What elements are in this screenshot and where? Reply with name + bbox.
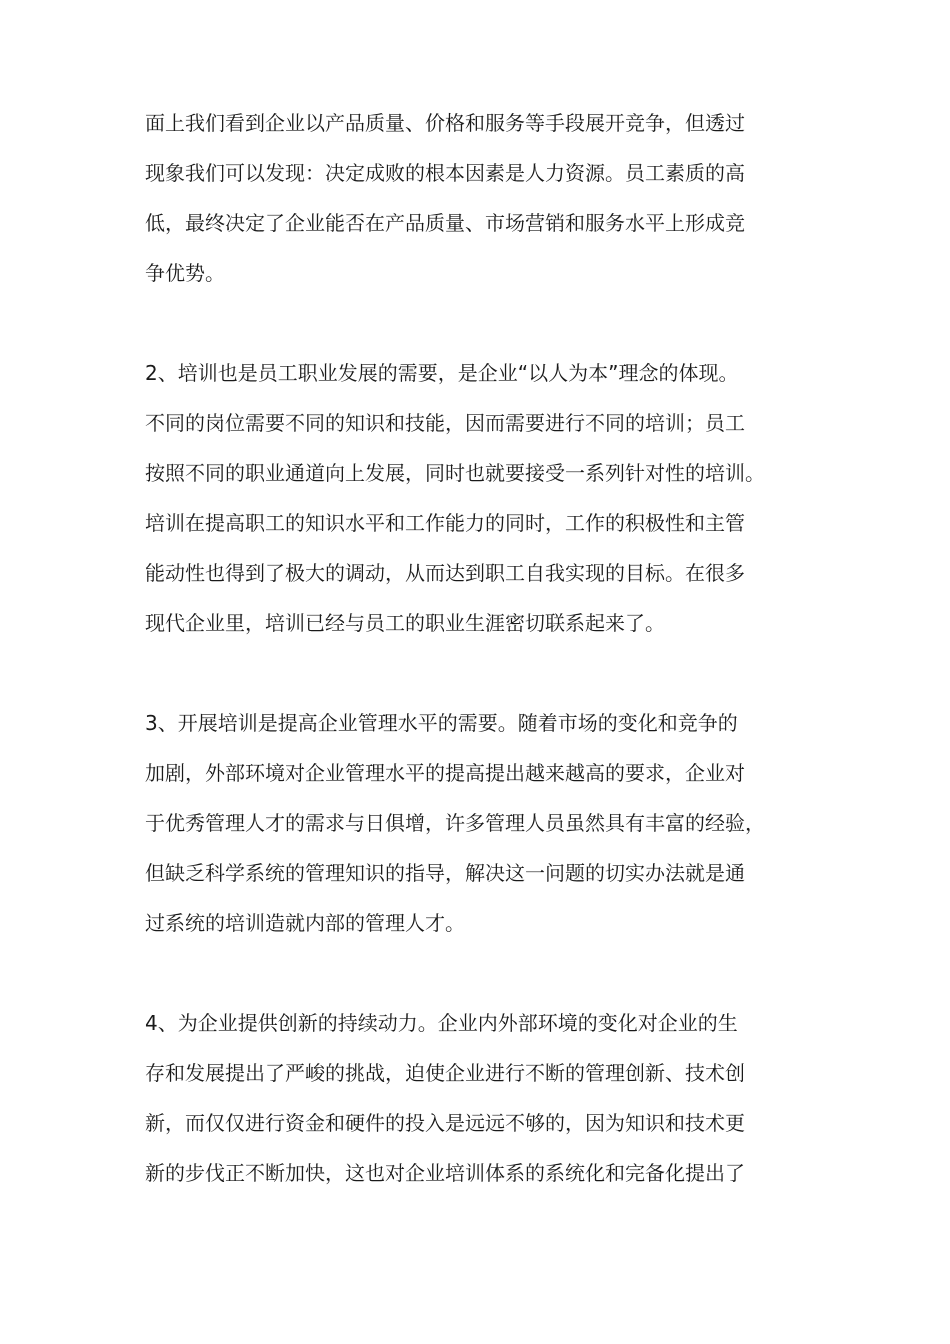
text-line: 但缺乏科学系统的管理知识的指导，解决这一问题的切实办法就是通 bbox=[145, 861, 745, 885]
text-line: 2、培训也是员工职业发展的需要，是企业“以人为本”理念的体现。 bbox=[145, 361, 739, 385]
text-line: 新的步伐正不断加快，这也对企业培训体系的系统化和完备化提出了 bbox=[145, 1161, 745, 1185]
paragraph-2 bbox=[145, 348, 825, 648]
document-body bbox=[145, 98, 825, 1198]
text-line: 培训在提高职工的知识水平和工作能力的同时，工作的积极性和主管 bbox=[145, 511, 745, 535]
text-line: 过系统的培训造就内部的管理人才。 bbox=[145, 911, 465, 935]
text-line: 按照不同的职业通道向上发展，同时也就要接受一系列针对性的培训。 bbox=[145, 461, 765, 485]
text-line: 4、为企业提供创新的持续动力。企业内外部环境的变化对企业的生 bbox=[145, 1011, 738, 1035]
text-line: 低，最终决定了企业能否在产品质量、市场营销和服务水平上形成竞 bbox=[145, 211, 745, 235]
paragraph-spacer bbox=[145, 648, 825, 698]
paragraph-3 bbox=[145, 698, 825, 948]
paragraph-1 bbox=[145, 98, 825, 298]
text-line: 争优势。 bbox=[145, 261, 225, 285]
text-line: 能动性也得到了极大的调动，从而达到职工自我实现的目标。在很多 bbox=[145, 561, 745, 585]
text-line: 现象我们可以发现：决定成败的根本因素是人力资源。员工素质的高 bbox=[145, 161, 745, 185]
text-line: 3、开展培训是提高企业管理水平的需要。随着市场的变化和竞争的 bbox=[145, 711, 738, 735]
text-line: 新，而仅仅进行资金和硬件的投入是远远不够的，因为知识和技术更 bbox=[145, 1111, 745, 1135]
text-line: 存和发展提出了严峻的挑战，迫使企业进行不断的管理创新、技术创 bbox=[145, 1061, 745, 1085]
text-line: 加剧，外部环境对企业管理水平的提高提出越来越高的要求，企业对 bbox=[145, 761, 745, 785]
paragraph-4 bbox=[145, 998, 825, 1198]
text-line: 于优秀管理人才的需求与日俱增，许多管理人员虽然具有丰富的经验， bbox=[145, 811, 765, 835]
text-line: 现代企业里，培训已经与员工的职业生涯密切联系起来了。 bbox=[145, 611, 665, 635]
paragraph-spacer bbox=[145, 948, 825, 998]
text-line: 不同的岗位需要不同的知识和技能，因而需要进行不同的培训；员工 bbox=[145, 411, 745, 435]
paragraph-spacer bbox=[145, 298, 825, 348]
text-line: 面上我们看到企业以产品质量、价格和服务等手段展开竞争，但透过 bbox=[145, 111, 745, 135]
